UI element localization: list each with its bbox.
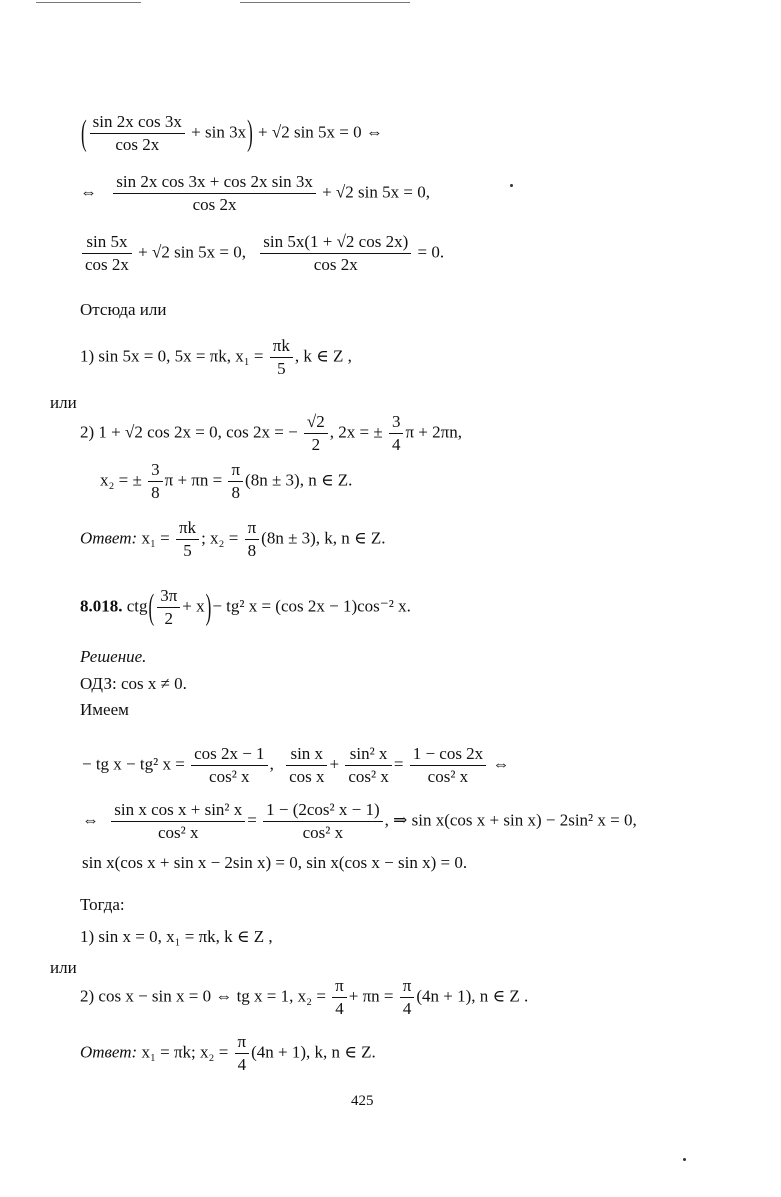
equation-line-15: [82, 800, 637, 843]
term: − tg x − tg² x =: [82, 754, 185, 774]
term: x₂ = ±: [100, 470, 142, 490]
domain-condition: ОДЗ: cos x ≠ 0.: [80, 674, 187, 693]
case-2-solution-line: [100, 460, 352, 503]
fraction-denominator: 4: [335, 999, 344, 1018]
term: , ⇒ sin x(cos x + sin x) − 2sin² x = 0,: [384, 810, 637, 830]
fraction-numerator: sin 2x cos 3x + cos 2x sin 3x: [113, 172, 316, 194]
fraction-denominator: cos² x: [302, 823, 344, 842]
term: =: [393, 754, 404, 774]
fraction-denominator: 5: [277, 359, 286, 378]
scan-dot: [510, 184, 513, 187]
term: (8n ± 3), n ∈ Z.: [245, 470, 353, 490]
fraction-numerator: π: [228, 460, 243, 482]
equivalence-sign: ⇔: [492, 754, 510, 774]
fraction-numerator: sin x: [286, 744, 327, 766]
term: 1) sin 5x = 0, 5x = πk, x₁ =: [80, 346, 264, 366]
case-1-line: 1) sin x = 0, x₁ = πk, k ∈ Z ,: [80, 927, 273, 946]
fraction-numerator: √2: [304, 412, 328, 434]
fraction-numerator: 3: [389, 412, 404, 434]
fraction-numerator: π: [400, 976, 415, 998]
fraction-denominator: 8: [151, 483, 160, 502]
fraction-denominator: 8: [247, 541, 257, 560]
fraction-denominator: cos² x: [158, 823, 199, 842]
fraction-numerator: sin 5x: [82, 232, 132, 254]
answer-label: Ответ:: [80, 1042, 138, 1062]
scan-artifact-line: [240, 2, 410, 3]
term: + √2 sin 5x = 0 ⇔: [258, 122, 383, 142]
term: + πn =: [348, 986, 394, 1006]
term: (4n + 1), n ∈ Z .: [416, 986, 529, 1006]
fraction-denominator: 2: [164, 609, 173, 628]
fraction-numerator: 1 − cos 2x: [410, 744, 487, 766]
case-2-line: [80, 976, 528, 1019]
equation-line-3: [80, 232, 444, 275]
term: =: [247, 810, 257, 830]
term: − tg² x = (cos 2x − 1)cos⁻² x.: [212, 596, 411, 616]
term: + x: [182, 596, 205, 616]
fraction-denominator: cos² x: [209, 767, 250, 786]
fraction-denominator: cos² x: [348, 767, 389, 786]
term: x₁ =: [141, 528, 170, 548]
term: ctg: [126, 596, 148, 616]
fraction-numerator: 3: [148, 460, 163, 482]
fraction-numerator: π: [235, 1032, 250, 1054]
fraction-numerator: sin 5x(1 + √2 cos 2x): [260, 232, 411, 254]
problem-statement: 8.018. ctg( $\frac{3\pi}{2}$ + x)− tg² x = (cos 2x − 1)cos⁻² x.: [80, 586, 411, 628]
case-1-line: [80, 336, 352, 379]
fraction-numerator: 1 − (2cos² x − 1): [263, 800, 383, 822]
fraction-numerator: 3π: [157, 586, 180, 608]
fraction-denominator: 8: [231, 483, 240, 502]
equation-line-2: [80, 172, 430, 215]
fraction-denominator: cos x: [289, 767, 325, 786]
fraction-denominator: 4: [402, 999, 412, 1018]
fraction-numerator: πk: [270, 336, 293, 358]
problem-number: 8.018.: [80, 596, 123, 616]
fraction-denominator: 4: [237, 1055, 247, 1074]
text-line-or: или: [50, 958, 77, 977]
fraction-denominator: 5: [183, 541, 192, 560]
equation-line-14: [82, 744, 509, 787]
term: +: [329, 754, 340, 774]
equation-line-1: ( $\frac{\text{sin 2x cos 3x}}{\cos 2x}$ + sin 3x) + √2 sin 5x = 0 ⇔: [81, 112, 383, 154]
term: = 0.: [417, 242, 445, 262]
term: , 2x = ±: [329, 422, 383, 442]
term: 2) 1 + √2 cos 2x = 0, cos 2x = −: [80, 422, 298, 442]
scan-artifact-line: [36, 2, 141, 3]
case-2-line: [80, 412, 462, 455]
equivalence-sign: ⇔: [80, 182, 97, 202]
fraction-denominator: 2: [311, 435, 321, 454]
term: x₁ = πk; x₂ =: [141, 1042, 229, 1062]
page-number: 425: [351, 1093, 374, 1109]
fraction-denominator: cos 2x: [115, 135, 160, 154]
term: ,: [269, 754, 274, 774]
term: ; x₂ =: [201, 528, 239, 548]
scan-dot: [683, 1158, 686, 1161]
fraction-denominator: cos 2x: [85, 255, 129, 274]
fraction-numerator: πk: [176, 518, 199, 540]
fraction-denominator: cos² x: [427, 767, 469, 786]
term: π + πn =: [164, 470, 223, 490]
equivalence-sign: ⇔: [82, 810, 99, 830]
fraction-numerator: π: [245, 518, 260, 540]
answer-label: Ответ:: [80, 528, 138, 548]
fraction-numerator: sin 2x cos 3x: [90, 112, 185, 134]
text-line-or: или: [50, 393, 77, 412]
term: + √2 sin 5x = 0,: [138, 242, 247, 262]
term: π + 2πn,: [405, 422, 462, 442]
text-line: Отсюда или: [80, 300, 167, 319]
term: , k ∈ Z ,: [294, 346, 352, 366]
term: (8n ± 3), k, n ∈ Z.: [261, 528, 386, 548]
term: + √2 sin 5x = 0,: [322, 182, 430, 202]
fraction-numerator: cos 2x − 1: [191, 744, 268, 766]
fraction-denominator: cos 2x: [313, 255, 358, 274]
term: + sin 3x: [191, 122, 247, 142]
fraction-numerator: sin² x: [345, 744, 392, 766]
text-line: Имеем: [80, 700, 129, 719]
answer-line-1: [80, 518, 386, 561]
text-line: Тогда:: [80, 895, 125, 914]
equation-line-16: sin x(cos x + sin x − 2sin x) = 0, sin x(cos x − sin x) = 0.: [82, 853, 468, 872]
solution-heading: Решение.: [80, 647, 147, 666]
answer-line-2: [80, 1032, 376, 1075]
term: 2) cos x − sin x = 0 ⇔ tg x = 1, x₂ =: [80, 986, 326, 1006]
fraction-numerator: sin x cos x + sin² x: [111, 800, 245, 822]
fraction-denominator: 4: [391, 435, 401, 454]
fraction-denominator: cos 2x: [192, 195, 237, 214]
fraction-numerator: π: [332, 976, 347, 998]
term: (4n + 1), k, n ∈ Z.: [251, 1042, 376, 1062]
